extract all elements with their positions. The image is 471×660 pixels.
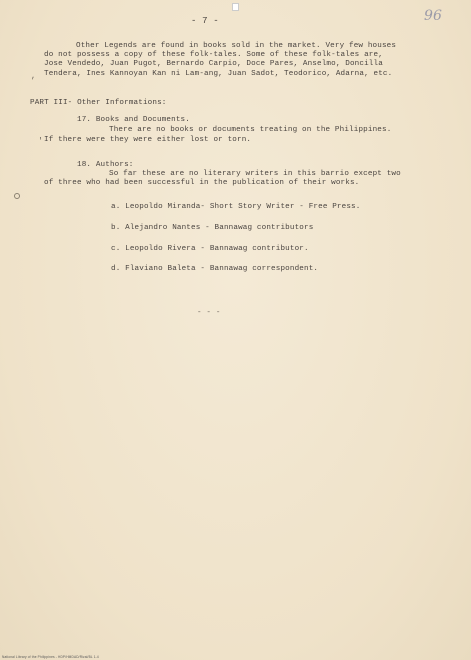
section-17-line-2: If there were they were either lost or torn. — [44, 136, 252, 144]
section-17-line-1: There are no books or documents treating on the Philippines. — [109, 126, 392, 134]
page-number: - 7 - — [191, 16, 219, 26]
author-item: b. Alejandro Nantes - Bannawag contributors — [111, 224, 314, 232]
legends-line-4: Tendera, Ines Kannoyan Kan ni Lam-ang, Juan Sadot, Teodorico, Adarna, etc. — [44, 70, 393, 78]
punch-hole-mark — [14, 193, 20, 199]
end-mark: - - - — [197, 309, 221, 317]
section-17-heading: 17. Books and Documents. — [77, 116, 190, 124]
margin-mark: ' — [38, 137, 43, 146]
handwritten-page-number: 96 — [424, 8, 443, 24]
author-item: a. Leopoldo Miranda- Short Story Writer - Free Press. — [111, 203, 361, 211]
legends-line-3: Jose Vendedo, Juan Pugot, Bernardo Carpio, Doce Pares, Anselmo, Doncilla — [44, 60, 383, 68]
scan-marker — [232, 3, 239, 11]
section-18-line-1: So far these are no literary writers in this barrio except two — [109, 170, 401, 178]
author-item: d. Flaviano Baleta - Bannawag correspondent. — [111, 265, 319, 273]
section-18-line-2: of three who had been successful in the publication of their works. — [44, 179, 360, 187]
margin-mark: , — [31, 72, 36, 81]
legends-line-1: Other Legends are found in books sold in the market. Very few houses — [76, 42, 397, 50]
legends-line-2: do not possess a copy of these folk-tales. Some of these folk-tales are, — [44, 51, 383, 59]
footer-attribution: National Library of the Philippines - HDP/HMDAD/Rizal/BL 1-4 — [2, 655, 99, 659]
part3-heading: PART III- Other Informations: — [30, 99, 167, 107]
section-18-heading: 18. Authors: — [77, 161, 134, 169]
author-item: c. Leopoldo Rivera - Bannawag contributor. — [111, 245, 309, 253]
